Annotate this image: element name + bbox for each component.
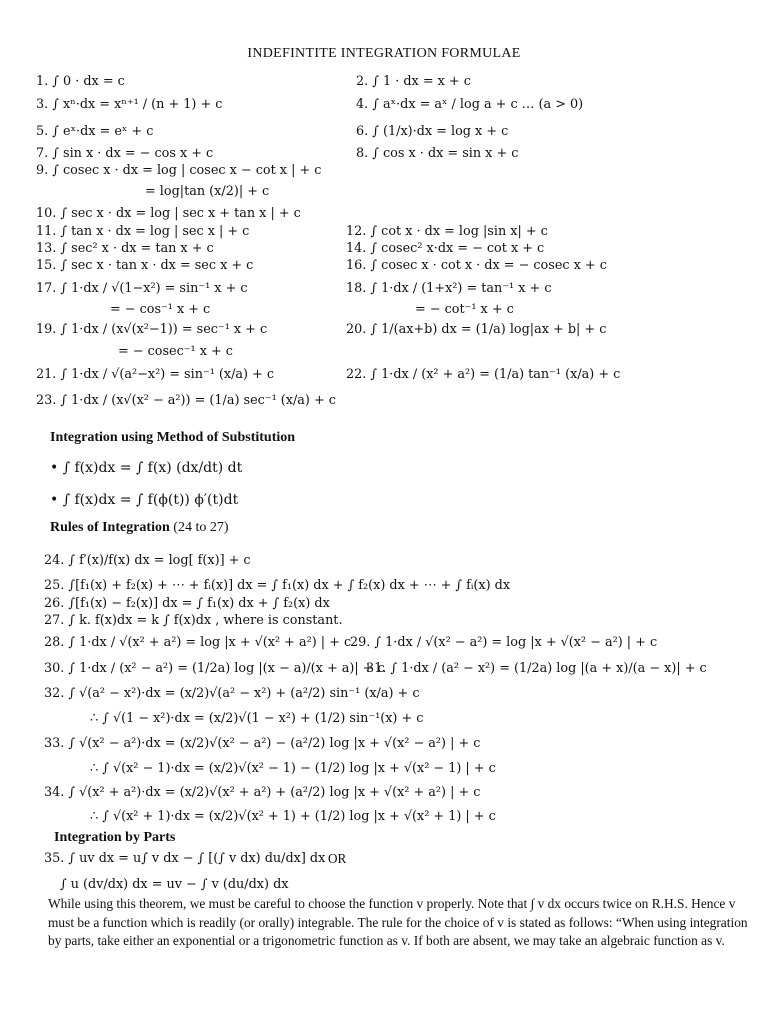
formula-21: 21. ∫ 1·dx / √(a²−x²) = sin⁻¹ (x/a) + c bbox=[36, 367, 275, 382]
formula-11: 11. ∫ tan x · dx = log | sec x | + c bbox=[36, 224, 250, 239]
formula-9-alt: = log|tan (x/2)| + c bbox=[145, 184, 270, 199]
formula-16: 16. ∫ cosec x · cot x · dx = − cosec x + c bbox=[346, 258, 607, 273]
rule-27: 27. ∫ k. f(x)dx = k ∫ f(x)dx , where is constant. bbox=[44, 613, 343, 628]
formula-6: 6. ∫ (1/x)·dx = log x + c bbox=[356, 124, 509, 139]
rule-30: 30. ∫ 1·dx / (x² − a²) = (1/2a) log |(x − a)/(x + a)| + c bbox=[44, 661, 385, 676]
rule-31: 31. ∫ 1·dx / (a² − x²) = (1/2a) log |(a + x)/(a − x)| + c bbox=[366, 661, 707, 676]
rules-heading-text: Rules of Integration bbox=[50, 520, 170, 535]
rule-28: 28. ∫ 1·dx / √(x² + a²) = log |x + √(x² + a²) | + c bbox=[44, 635, 352, 650]
rule-32-special: ∴ ∫ √(1 − x²)·dx = (x/2)√(1 − x²) + (1/2) sin⁻¹(x) + c bbox=[90, 711, 424, 726]
parts-formula-alt: ∫ u (dv/dx) dx = uv − ∫ v (du/dx) dx bbox=[60, 877, 289, 892]
rule-34-special: ∴ ∫ √(x² + 1)·dx = (x/2)√(x² + 1) + (1/2) log |x + √(x² + 1) | + c bbox=[90, 809, 496, 824]
rule-34: 34. ∫ √(x² + a²)·dx = (x/2)√(x² + a²) + (a²/2) log |x + √(x² + a²) | + c bbox=[44, 785, 481, 800]
substitution-bullet-2: • ∫ f(x)dx = ∫ f(ϕ(t)) ϕ′(t)dt bbox=[50, 492, 239, 508]
formula-14: 14. ∫ cosec² x·dx = − cot x + c bbox=[346, 241, 545, 256]
formula-18: 18. ∫ 1·dx / (1+x²) = tan⁻¹ x + c bbox=[346, 281, 552, 296]
formula-23: 23. ∫ 1·dx / (x√(x² − a²)) = (1/a) sec⁻¹ (x/a) + c bbox=[36, 393, 336, 408]
formula-9: 9. ∫ cosec x · dx = log | cosec x − cot x | + c bbox=[36, 163, 322, 178]
formula-12: 12. ∫ cot x · dx = log |sin x| + c bbox=[346, 224, 548, 239]
formula-3: 3. ∫ xⁿ·dx = xⁿ⁺¹ / (n + 1) + c bbox=[36, 97, 223, 112]
substitution-heading: Integration using Method of Substitution bbox=[50, 430, 296, 445]
formula-15: 15. ∫ sec x · tan x · dx = sec x + c bbox=[36, 258, 254, 273]
parts-heading: Integration by Parts bbox=[54, 830, 176, 845]
formula-13: 13. ∫ sec² x · dx = tan x + c bbox=[36, 241, 214, 256]
formula-2: 2. ∫ 1 · dx = x + c bbox=[356, 74, 471, 89]
formula-17-alt: = − cos⁻¹ x + c bbox=[110, 302, 211, 317]
rule-33: 33. ∫ √(x² − a²)·dx = (x/2)√(x² − a²) − (a²/2) log |x + √(x² − a²) | + c bbox=[44, 736, 481, 751]
formula-19-alt: = − cosec⁻¹ x + c bbox=[118, 344, 233, 359]
parts-formula: 35. ∫ uv dx = u∫ v dx − ∫ [(∫ v dx) du/dx] dx bbox=[44, 851, 326, 866]
rule-24: 24. ∫ f′(x)/f(x) dx = log[ f(x)] + c bbox=[44, 553, 251, 568]
formula-1: 1. ∫ 0 · dx = c bbox=[36, 74, 125, 89]
rule-25: 25. ∫[f₁(x) + f₂(x) + ⋯ + fᵢ(x)] dx = ∫ f₁(x) dx + ∫ f₂(x) dx + ⋯ + ∫ fᵢ(x) dx bbox=[44, 578, 511, 593]
page-title: INDEFINTITE INTEGRATION FORMULAE bbox=[247, 46, 521, 61]
formula-17: 17. ∫ 1·dx / √(1−x²) = sin⁻¹ x + c bbox=[36, 281, 248, 296]
formula-7: 7. ∫ sin x · dx = − cos x + c bbox=[36, 146, 214, 161]
formula-10: 10. ∫ sec x · dx = log | sec x + tan x | + c bbox=[36, 206, 301, 221]
formula-19: 19. ∫ 1·dx / (x√(x²−1)) = sec⁻¹ x + c bbox=[36, 322, 268, 337]
rule-26: 26. ∫[f₁(x) − f₂(x)] dx = ∫ f₁(x) dx + ∫ f₂(x) dx bbox=[44, 596, 330, 611]
rule-32: 32. ∫ √(a² − x²)·dx = (x/2)√(a² − x²) + (a²/2) sin⁻¹ (x/a) + c bbox=[44, 686, 420, 701]
formula-4: 4. ∫ aˣ·dx = aˣ / log a + c … (a > 0) bbox=[356, 97, 584, 112]
parts-or-label: OR bbox=[328, 851, 347, 866]
rules-subheading: (24 to 27) bbox=[173, 520, 229, 535]
substitution-bullet-1: • ∫ f(x)dx = ∫ f(x) (dx/dt) dt bbox=[50, 460, 243, 476]
formula-8: 8. ∫ cos x · dx = sin x + c bbox=[356, 146, 519, 161]
formula-5: 5. ∫ eˣ·dx = eˣ + c bbox=[36, 124, 154, 139]
rule-33-special: ∴ ∫ √(x² − 1)·dx = (x/2)√(x² − 1) − (1/2) log |x + √(x² − 1) | + c bbox=[90, 761, 496, 776]
formula-20: 20. ∫ 1/(ax+b) dx = (1/a) log|ax + b| + c bbox=[346, 322, 607, 337]
rule-29: 29. ∫ 1·dx / √(x² − a²) = log |x + √(x² − a²) | + c bbox=[350, 635, 658, 650]
formula-18-alt: = − cot⁻¹ x + c bbox=[415, 302, 514, 317]
rules-heading bbox=[50, 520, 229, 536]
parts-paragraph: While using this theorem, we must be careful to choose the function v properly. Note that ∫ v dx occurs twice on R.H.S. Hence v must be a function which is readily (or orally) integrable. The rule for the choice of v is stated as follows: “When using integration by parts, take either an exponential or a trigonometric function as v. If both are absent, we may take an algebraic function as v. bbox=[48, 896, 748, 948]
formula-22: 22. ∫ 1·dx / (x² + a²) = (1/a) tan⁻¹ (x/a) + c bbox=[346, 367, 621, 382]
